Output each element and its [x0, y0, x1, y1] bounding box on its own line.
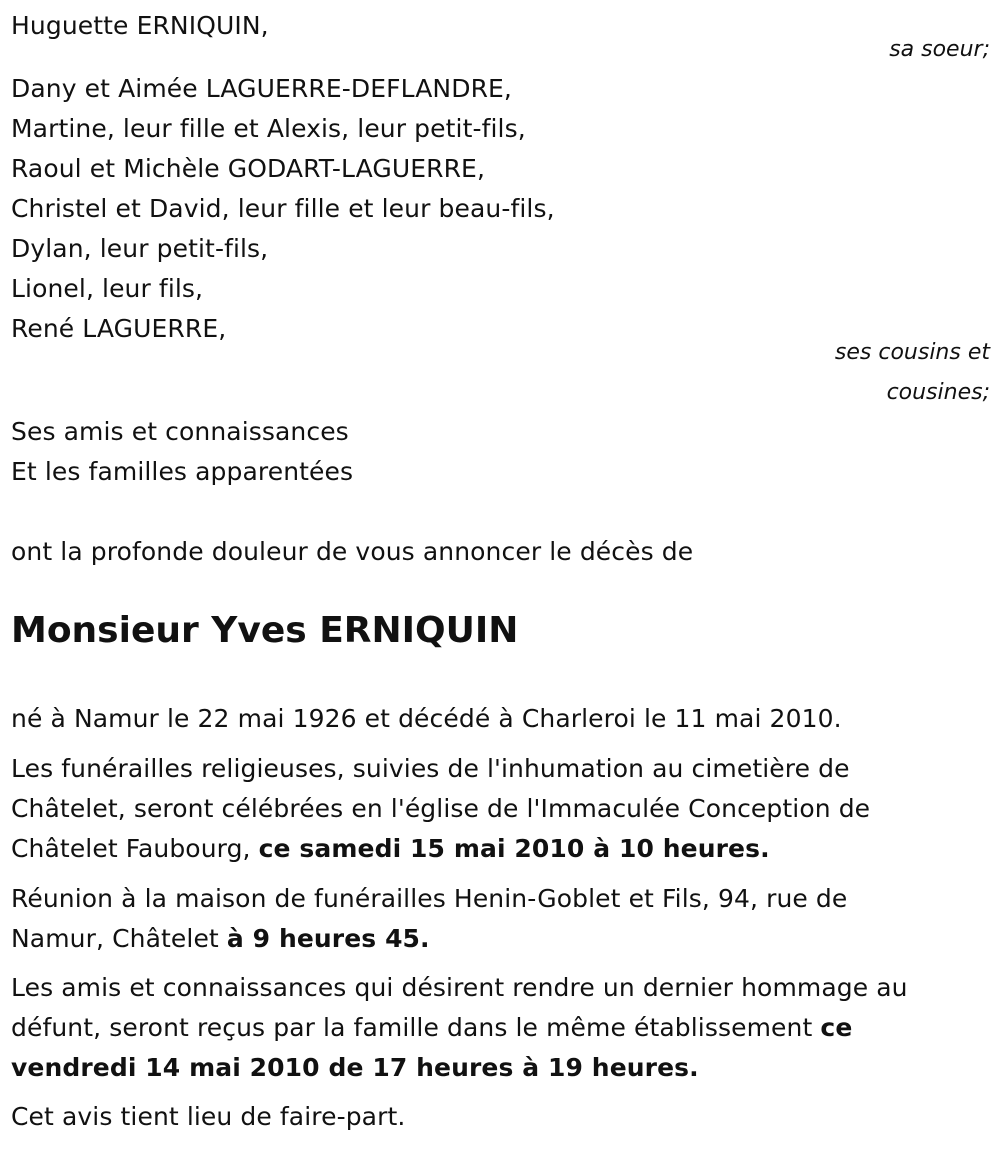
cousin-line: Martine, leur fille et Alexis, leur petit-fils,	[11, 114, 526, 143]
meeting-time: à 9 heures 45.	[226, 924, 430, 953]
visit-line: Les amis et connaissances qui désirent rendre un dernier hommage au	[11, 973, 908, 1002]
cousins-role: ses cousins et	[834, 340, 990, 365]
visit-text: défunt, seront reçus par la famille dans le même établissement	[11, 1013, 821, 1042]
cousin-line: Lionel, leur fils,	[11, 274, 204, 303]
funeral-line: Châtelet, seront célébrées en l'église de l'Immaculée Conception de	[11, 794, 871, 823]
others-line: Et les familles apparentées	[11, 457, 354, 486]
cousin-line: Christel et David, leur fille et leur beau-fils,	[11, 194, 555, 223]
birth-death: né à Namur le 22 mai 1926 et décédé à Charleroi le 11 mai 2010.	[11, 704, 842, 733]
cousin-line: Dylan, leur petit-fils,	[11, 234, 269, 263]
closing-line: Cet avis tient lieu de faire-part.	[11, 1102, 406, 1131]
others-line: Ses amis et connaissances	[11, 417, 349, 446]
meeting-line	[11, 919, 430, 959]
deceased-name: Monsieur Yves ERNIQUIN	[11, 610, 519, 651]
sister-role: sa soeur;	[889, 37, 990, 62]
sister-line: Huguette ERNIQUIN,	[11, 11, 269, 40]
meeting-text: Namur, Châtelet	[11, 924, 227, 953]
funeral-date: ce samedi 15 mai 2010 à 10 heures.	[258, 834, 770, 863]
funeral-text: Châtelet Faubourg,	[11, 834, 259, 863]
visit-date: vendredi 14 mai 2010 de 17 heures à 19 heures.	[11, 1053, 699, 1082]
visit-line	[11, 1008, 852, 1048]
funeral-line: Les funérailles religieuses, suivies de l'inhumation au cimetière de	[11, 754, 850, 783]
announcement: ont la profonde douleur de vous annoncer le décès de	[11, 537, 694, 566]
visit-date-start: ce	[820, 1013, 853, 1042]
cousin-line: Raoul et Michèle GODART-LAGUERRE,	[11, 154, 485, 183]
cousin-line: Dany et Aimée LAGUERRE-DEFLANDRE,	[11, 74, 512, 103]
funeral-line	[11, 829, 770, 869]
cousins-role: cousines;	[886, 380, 990, 405]
visit-line	[11, 1048, 699, 1088]
cousin-line: René LAGUERRE,	[11, 314, 227, 343]
meeting-line: Réunion à la maison de funérailles Henin-Goblet et Fils, 94, rue de	[11, 884, 848, 913]
